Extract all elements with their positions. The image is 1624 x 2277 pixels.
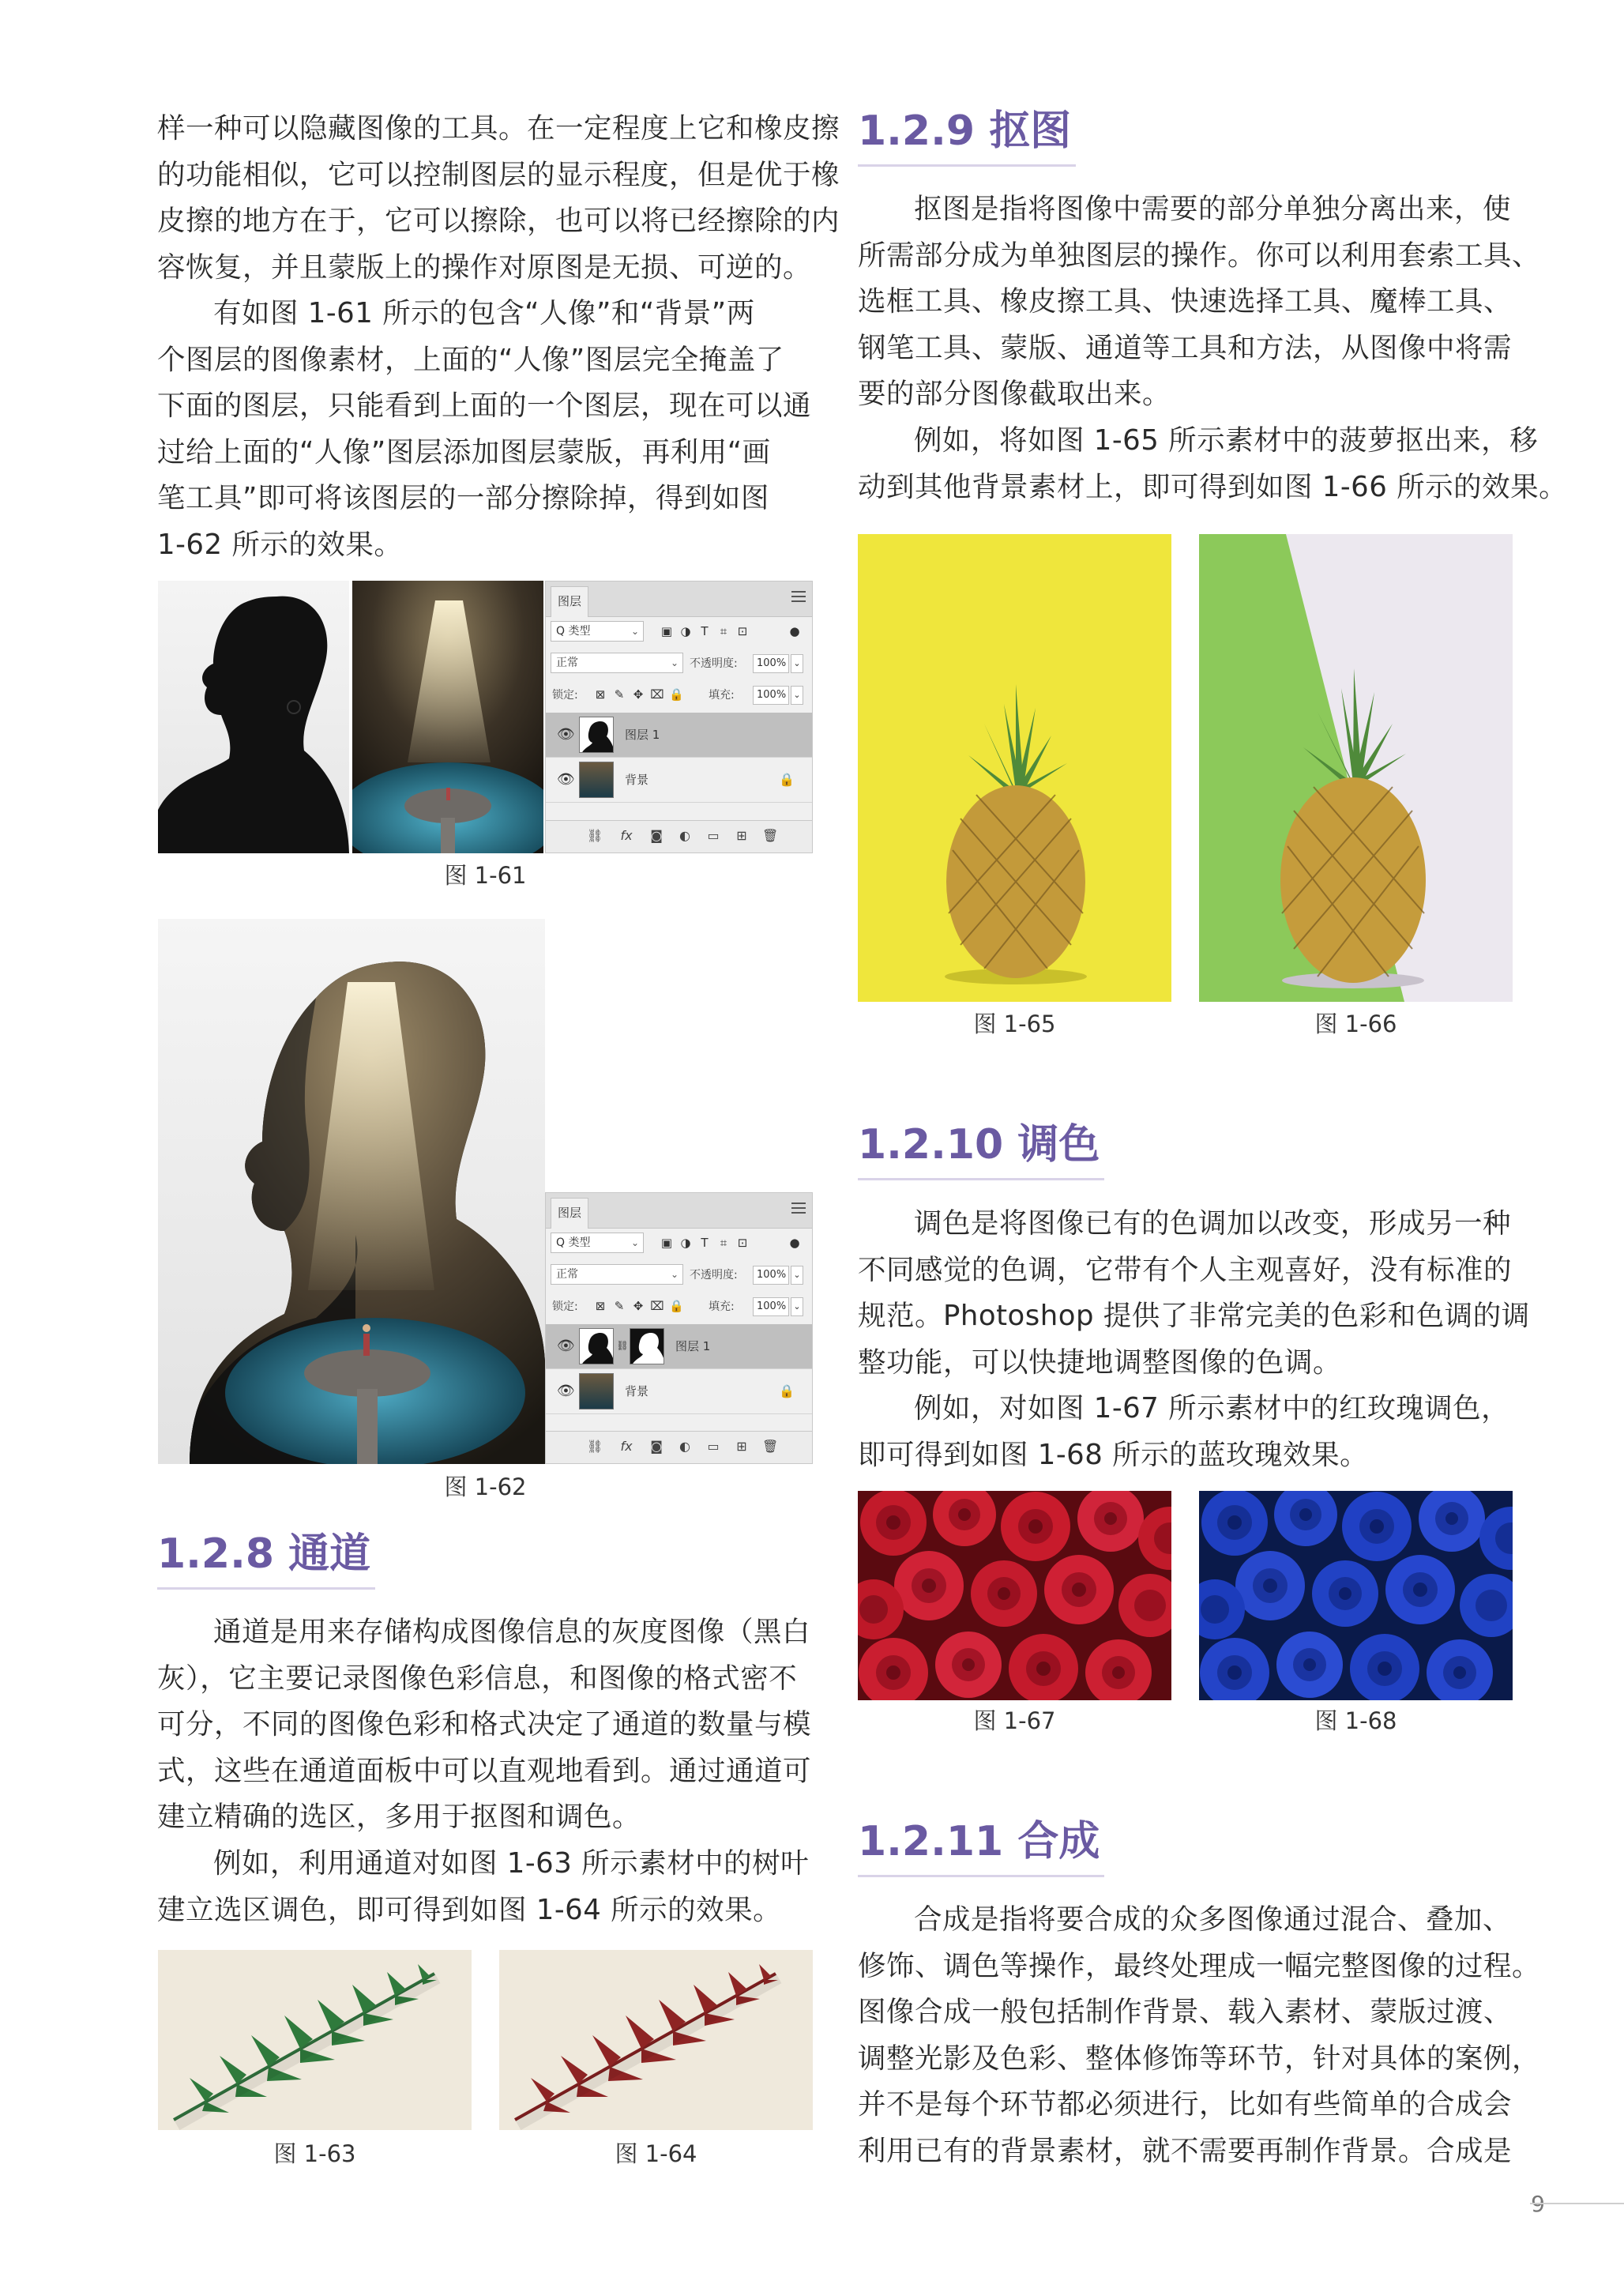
blend-row bbox=[551, 653, 807, 676]
text-line: 例如，对如图 1-67 所示素材中的红玫瑰调色， bbox=[914, 1392, 1510, 1425]
text-line: 下面的图层，只能看到上面的一个图层，现在可以通 bbox=[157, 390, 812, 423]
adjustment-layer-icon[interactable]: ◐ bbox=[679, 828, 690, 843]
filter-kind-select[interactable]: Q 类型 ⌄ bbox=[551, 621, 644, 642]
pixel-filter-icon[interactable]: ▣ bbox=[660, 1236, 673, 1250]
background-thumbnail bbox=[579, 1373, 614, 1409]
opacity-label: 不透明度: bbox=[690, 657, 738, 670]
layer-mask-thumbnail[interactable] bbox=[630, 1328, 664, 1364]
text-line: 并不是每个环节都必须进行，比如有些简单的合成会 bbox=[858, 2088, 1513, 2121]
layers-tab[interactable]: 图层 bbox=[551, 586, 588, 617]
fig68-blue-roses-image bbox=[1199, 1491, 1513, 1700]
lock-paint-icon[interactable]: ✎ bbox=[614, 1299, 625, 1313]
text-line: 修饰、调色等操作，最终处理成一幅完整图像的过程。 bbox=[858, 1949, 1541, 1982]
intro-paragraph bbox=[157, 106, 840, 291]
visibility-eye-icon[interactable]: 👁 bbox=[557, 1383, 575, 1399]
footer-rule bbox=[1530, 2203, 1624, 2204]
background-lock-icon: 🔒 bbox=[779, 1383, 795, 1398]
pixel-filter-icon[interactable]: ▣ bbox=[660, 624, 673, 638]
panel-footer bbox=[546, 820, 812, 852]
text-line: 通道是用来存储构成图像信息的灰度图像（黑白 bbox=[213, 1616, 811, 1648]
visibility-eye-icon[interactable]: 👁 bbox=[557, 726, 575, 743]
fig61-cave-image bbox=[352, 581, 543, 853]
channel-paragraph bbox=[157, 1609, 813, 1933]
lock-all-icon[interactable]: 🔒 bbox=[669, 687, 684, 702]
text-line: 式，这些在通道面板中可以直观地看到。通过通道可 bbox=[157, 1754, 812, 1787]
mask-link-icon[interactable]: ⛓ bbox=[616, 1340, 629, 1351]
layer-row-background[interactable] bbox=[546, 758, 812, 803]
text-line: 建立精确的选区，多用于抠图和调色。 bbox=[157, 1801, 641, 1834]
opacity-input[interactable]: 100% bbox=[753, 1266, 789, 1285]
new-layer-icon[interactable]: ⊞ bbox=[736, 828, 747, 843]
layer1-name: 图层 1 bbox=[625, 728, 660, 742]
smart-object-filter-icon[interactable]: ⊡ bbox=[737, 1236, 748, 1250]
lock-all-icon[interactable]: 🔒 bbox=[669, 1299, 684, 1313]
fig68-caption: 图 1-68 bbox=[1314, 1707, 1397, 1734]
blend-mode-select[interactable]: 正常 ⌄ bbox=[551, 653, 683, 673]
fill-label: 填充: bbox=[709, 1300, 735, 1313]
fig63-green-fern-image bbox=[158, 1950, 472, 2130]
text-line: 利用已有的背景素材，就不需要再制作背景。合成是 bbox=[858, 2134, 1513, 2167]
fig67-caption: 图 1-67 bbox=[973, 1707, 1056, 1734]
text-line: 调色是将图像已有的色调加以改变，形成另一种 bbox=[914, 1207, 1512, 1240]
text-line: 要的部分图像截取出来。 bbox=[858, 378, 1171, 411]
panel-tab-bar bbox=[546, 1193, 812, 1229]
layer1-thumbnail bbox=[579, 717, 614, 753]
new-layer-icon[interactable]: ⊞ bbox=[736, 1439, 747, 1454]
fig61-layers-panel bbox=[545, 581, 813, 853]
type-filter-icon[interactable]: T bbox=[701, 624, 709, 638]
layer1-thumbnail bbox=[579, 1328, 614, 1364]
text-line: 图像合成一般包括制作背景、载入素材、蒙版过渡、 bbox=[858, 1996, 1513, 2029]
text-line: 过给上面的“人像”图层添加图层蒙版，再利用“画 bbox=[157, 435, 771, 469]
fill-input[interactable]: 100% bbox=[753, 1297, 789, 1316]
text-line: 合成是指将要合成的众多图像通过混合、叠加、 bbox=[914, 1903, 1512, 1936]
lock-pixels-icon[interactable]: ⊠ bbox=[595, 1299, 606, 1313]
delete-layer-icon[interactable]: 🗑 bbox=[762, 1439, 779, 1454]
text-line: 不同感觉的色调，它带有个人主观喜好，没有标准的 bbox=[858, 1253, 1513, 1286]
panel-menu-icon[interactable] bbox=[791, 591, 806, 602]
adjustment-layer-icon[interactable]: ◐ bbox=[679, 1439, 690, 1454]
lock-position-icon[interactable]: ✥ bbox=[633, 1299, 644, 1313]
lock-paint-icon[interactable]: ✎ bbox=[614, 687, 625, 702]
composite-paragraph bbox=[858, 1897, 1541, 2175]
new-group-icon[interactable]: ▭ bbox=[707, 828, 720, 843]
fig64-caption: 图 1-64 bbox=[615, 2140, 697, 2167]
text-line: 所需部分成为单独图层的操作。你可以利用套索工具、 bbox=[858, 239, 1541, 272]
new-group-icon[interactable]: ▭ bbox=[707, 1439, 720, 1454]
fig65-caption: 图 1-65 bbox=[973, 1011, 1056, 1037]
fig62-caption: 图 1-62 bbox=[444, 1473, 527, 1500]
fig66-caption: 图 1-66 bbox=[1314, 1011, 1397, 1037]
shape-filter-icon[interactable]: ⌗ bbox=[720, 1236, 727, 1250]
text-line: 有如图 1-61 所示的包含“人像”和“背景”两 bbox=[213, 297, 755, 329]
text-line: 规范。Photoshop 提供了非常完美的色彩和色调的调 bbox=[858, 1300, 1530, 1333]
text-line: 抠图是指将图像中需要的部分单独分离出来，使 bbox=[914, 193, 1512, 225]
fx-icon[interactable]: fx bbox=[620, 1439, 633, 1454]
fig61-caption: 图 1-61 bbox=[444, 862, 527, 889]
fx-icon[interactable]: fx bbox=[620, 828, 633, 843]
opacity-label: 不透明度: bbox=[690, 1269, 738, 1282]
text-line: 容恢复，并且蒙版上的操作对原图是无损、可逆的。 bbox=[157, 250, 812, 284]
fig65-pineapple-yellow-image bbox=[858, 534, 1171, 1002]
section-1-2-11-heading: 1.2.11 合成 bbox=[858, 1814, 1100, 1869]
artboard-icon[interactable]: ⌧ bbox=[650, 687, 664, 702]
text-line: 选框工具、橡皮擦工具、快速选择工具、魔棒工具、 bbox=[858, 285, 1513, 318]
layer-row-layer1[interactable] bbox=[546, 1324, 812, 1369]
text-line: 样一种可以隐藏图像的工具。在一定程度上它和橡皮擦 bbox=[157, 112, 840, 145]
text-line: 1-62 所示的效果。 bbox=[157, 528, 403, 561]
text-line: 建立选区调色，即可得到如图 1-64 所示的效果。 bbox=[157, 1893, 782, 1926]
lock-label: 锁定: bbox=[552, 689, 578, 702]
layer-row-background[interactable] bbox=[546, 1369, 812, 1414]
type-filter-icon[interactable]: T bbox=[701, 1236, 709, 1250]
cutout-paragraph bbox=[858, 186, 1568, 510]
filter-row bbox=[551, 1233, 807, 1256]
heading-underline bbox=[858, 1875, 1104, 1877]
text-line: 可分，不同的图像色彩和格式决定了通道的数量与模 bbox=[157, 1708, 812, 1741]
fill-dropdown[interactable]: ⌄ bbox=[791, 1297, 803, 1316]
heading-underline bbox=[157, 1587, 375, 1590]
lock-row bbox=[551, 684, 807, 708]
lock-label: 锁定: bbox=[552, 1300, 578, 1313]
layer1-name: 图层 1 bbox=[675, 1339, 711, 1353]
text-line: 例如，将如图 1-65 所示素材中的菠萝抠出来，移 bbox=[914, 423, 1539, 457]
filter-toggle-icon[interactable]: ● bbox=[789, 1236, 800, 1250]
section-1-2-10-heading: 1.2.10 调色 bbox=[858, 1117, 1100, 1172]
section-1-2-9-heading: 1.2.9 抠图 bbox=[858, 104, 1071, 159]
mask-example-paragraph bbox=[157, 291, 813, 569]
link-layers-icon[interactable]: ⛓ bbox=[587, 828, 603, 843]
opacity-dropdown[interactable]: ⌄ bbox=[791, 654, 803, 673]
filter-row bbox=[551, 621, 807, 645]
text-line: 例如，利用通道对如图 1-63 所示素材中的树叶 bbox=[213, 1846, 810, 1880]
text-line: 即可得到如图 1-68 所示的蓝玫瑰效果。 bbox=[858, 1438, 1369, 1471]
fill-input[interactable]: 100% bbox=[753, 686, 789, 705]
fig64-red-fern-image bbox=[499, 1950, 813, 2130]
delete-layer-icon[interactable]: 🗑 bbox=[762, 828, 779, 843]
text-line: 的功能相似，它可以控制图层的显示程度，但是优于橡 bbox=[157, 158, 840, 191]
visibility-eye-icon[interactable]: 👁 bbox=[557, 1338, 575, 1354]
fig66-pineapple-composite-image bbox=[1199, 534, 1513, 1002]
panel-tab-bar bbox=[546, 581, 812, 617]
color-grading-paragraph bbox=[858, 1201, 1530, 1479]
fill-dropdown[interactable]: ⌄ bbox=[791, 686, 803, 705]
heading-underline bbox=[858, 1178, 1104, 1180]
adjustment-filter-icon[interactable]: ◑ bbox=[680, 624, 691, 638]
adjustment-filter-icon[interactable]: ◑ bbox=[680, 1236, 691, 1250]
artboard-icon[interactable]: ⌧ bbox=[650, 1299, 664, 1313]
fig63-caption: 图 1-63 bbox=[273, 2140, 356, 2167]
text-line: 动到其他背景素材上，即可得到如图 1-66 所示的效果。 bbox=[858, 470, 1568, 503]
fig62-layers-panel bbox=[545, 1192, 813, 1464]
background-name: 背景 bbox=[625, 1384, 649, 1398]
opacity-dropdown[interactable]: ⌄ bbox=[791, 1266, 803, 1285]
layer-row-layer1[interactable] bbox=[546, 713, 812, 758]
fig67-red-roses-image bbox=[858, 1491, 1171, 1700]
fig62-composite-image bbox=[158, 919, 545, 1464]
fill-label: 填充: bbox=[709, 689, 735, 702]
text-line: 调整光影及色彩、整体修饰等环节，针对具体的案例， bbox=[858, 2042, 1541, 2075]
background-lock-icon: 🔒 bbox=[779, 772, 795, 787]
section-1-2-8-heading: 1.2.8 通道 bbox=[157, 1526, 370, 1582]
link-layers-icon[interactable]: ⛓ bbox=[587, 1439, 603, 1454]
text-line: 皮擦的地方在于，它可以擦除，也可以将已经擦除的内 bbox=[157, 205, 840, 238]
panel-menu-icon[interactable] bbox=[791, 1202, 806, 1214]
shape-filter-icon[interactable]: ⌗ bbox=[720, 624, 727, 638]
blend-mode-select[interactable]: 正常 ⌄ bbox=[551, 1264, 683, 1285]
text-line: 个图层的图像素材，上面的“人像”图层完全掩盖了 bbox=[157, 343, 784, 376]
visibility-eye-icon[interactable]: 👁 bbox=[557, 771, 575, 788]
panel-footer bbox=[546, 1431, 812, 1463]
text-line: 笔工具”即可将该图层的一部分擦除掉，得到如图 bbox=[157, 482, 769, 515]
text-line: 灰），它主要记录图像色彩信息，和图像的格式密不 bbox=[157, 1662, 798, 1695]
background-thumbnail bbox=[579, 762, 614, 798]
smart-object-filter-icon[interactable]: ⊡ bbox=[737, 624, 748, 638]
filter-toggle-icon[interactable]: ● bbox=[789, 624, 800, 638]
add-mask-icon[interactable]: ◙ bbox=[650, 1439, 663, 1454]
text-line: 钢笔工具、蒙版、通道等工具和方法，从图像中将需 bbox=[858, 331, 1513, 364]
lock-pixels-icon[interactable]: ⊠ bbox=[595, 687, 606, 702]
add-mask-icon[interactable]: ◙ bbox=[650, 828, 663, 843]
layers-tab[interactable]: 图层 bbox=[551, 1198, 588, 1229]
heading-underline bbox=[858, 164, 1076, 167]
text-line: 整功能，可以快捷地调整图像的色调。 bbox=[858, 1346, 1342, 1379]
lock-row bbox=[551, 1296, 807, 1319]
lock-position-icon[interactable]: ✥ bbox=[633, 687, 644, 702]
opacity-input[interactable]: 100% bbox=[753, 654, 789, 673]
background-name: 背景 bbox=[625, 773, 649, 787]
blend-row bbox=[551, 1264, 807, 1288]
fig61-portrait-image bbox=[158, 581, 349, 853]
filter-kind-select[interactable]: Q 类型 ⌄ bbox=[551, 1233, 644, 1253]
